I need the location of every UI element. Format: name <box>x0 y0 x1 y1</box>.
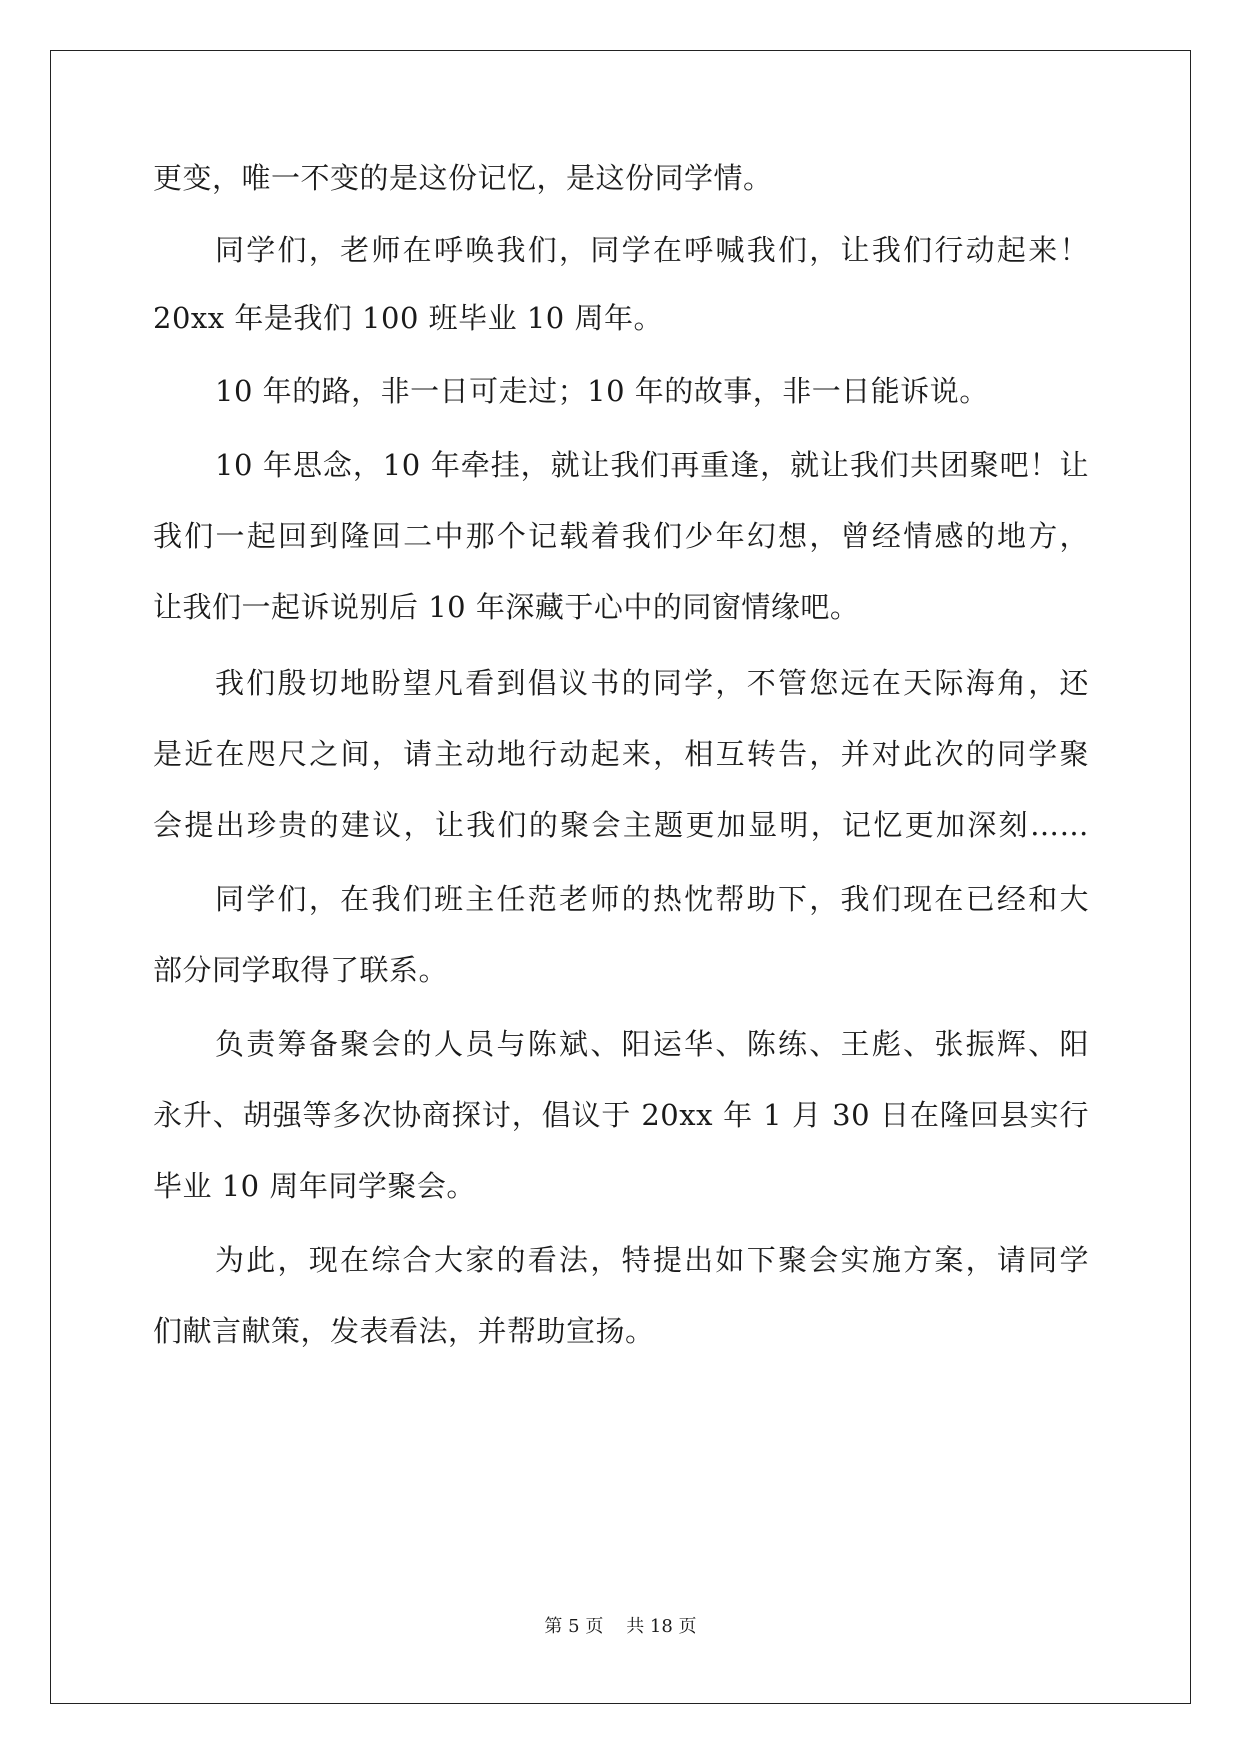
text-line: 部分同学取得了联系。 <box>153 953 449 987</box>
text-line: 我们一起回到隆回二中那个记载着我们少年幻想，曾经情感的地方， <box>153 519 1089 553</box>
text-line: 是近在咫尺之间，请主动地行动起来，相互转告，并对此次的同学聚 <box>153 737 1089 771</box>
text-line: 负责筹备聚会的人员与陈斌、阳运华、陈练、王彪、张振辉、阳 <box>215 1027 1089 1061</box>
text-line: 让我们一起诉说别后 10 年深藏于心中的同窗情缘吧。 <box>153 590 860 624</box>
text-line: 同学们，老师在呼唤我们，同学在呼喊我们，让我们行动起来！ <box>215 233 1089 267</box>
text-line: 10 年的路，非一日可走过；10 年的故事，非一日能诉说。 <box>215 374 989 408</box>
text-line: 们献言献策，发表看法，并帮助宣扬。 <box>153 1314 655 1348</box>
text-line: 会提出珍贵的建议，让我们的聚会主题更加显明，记忆更加深刻…… <box>153 808 1089 842</box>
page-footer <box>0 1612 1241 1638</box>
text-line: 永升、胡强等多次协商探讨，倡议于 20xx 年 1 月 30 日在隆回县实行 <box>153 1098 1089 1132</box>
text-line: 同学们，在我们班主任范老师的热忱帮助下，我们现在已经和大 <box>215 882 1089 916</box>
page-number-label: 第 5 页 共 18 页 <box>544 1616 697 1637</box>
text-line: 毕业 10 周年同学聚会。 <box>153 1169 476 1203</box>
text-line: 更变，唯一不变的是这份记忆，是这份同学情。 <box>153 161 773 195</box>
text-line: 20xx 年是我们 100 班毕业 10 周年。 <box>153 301 663 335</box>
text-line: 10 年思念，10 年牵挂，就让我们再重逢，就让我们共团聚吧！让 <box>215 448 1089 482</box>
text-line: 为此，现在综合大家的看法，特提出如下聚会实施方案，请同学 <box>215 1243 1089 1277</box>
text-line: 我们殷切地盼望凡看到倡议书的同学，不管您远在天际海角，还 <box>215 666 1089 700</box>
